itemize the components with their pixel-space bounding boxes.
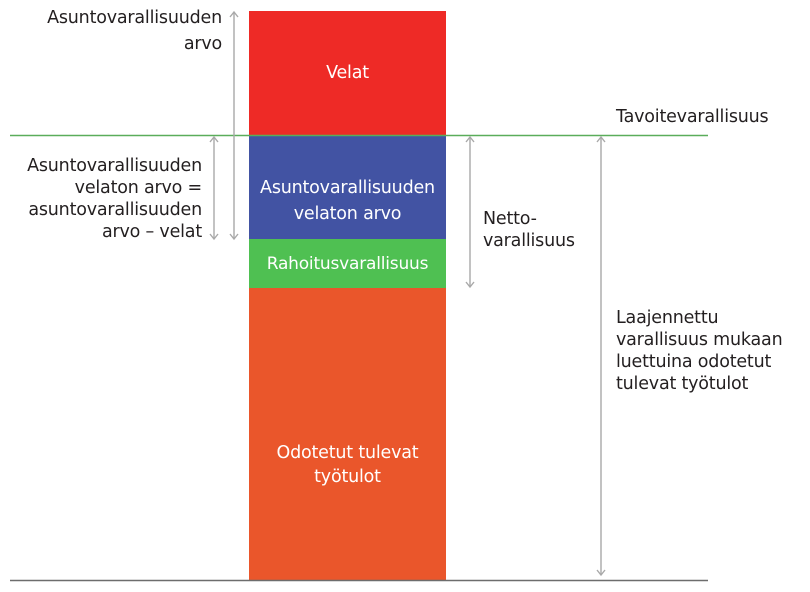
segment-velat-label: Velat: [326, 63, 369, 83]
segment-asunto-velaton-line1: Asuntovarallisuuden: [260, 177, 435, 198]
label-nettovarallisuus: [483, 208, 575, 252]
label-velaton-line2: velaton arvo =: [74, 178, 202, 198]
label-tavoitevarallisuus: Tavoitevarallisuus: [616, 107, 769, 127]
arrow-netto: [466, 137, 474, 287]
label-velaton-line3: asuntovarallisuuden: [28, 200, 202, 220]
label-laajennettu-line3: luettuina odotetut: [616, 352, 772, 372]
arrow-asunto-arvo: [230, 12, 238, 239]
label-laajennettu: [616, 307, 782, 395]
label-velaton-arvo: [0, 155, 202, 243]
label-laajennettu-line2: varallisuus mukaan: [616, 330, 783, 350]
segment-tyotulot-line2: työtulot: [314, 467, 381, 487]
arrow-laajennettu: [597, 137, 605, 575]
label-netto-line2: varallisuus: [483, 231, 575, 251]
segment-tyotulot-line1: Odotetut tulevat: [276, 443, 419, 463]
label-asunto-arvo-line2: arvo: [183, 34, 222, 54]
segment-asunto-velaton-line2: velaton arvo: [293, 203, 402, 224]
label-asunto-arvo-line1: Asuntovarallisuuden: [47, 8, 222, 28]
label-velaton-line1: Asuntovarallisuuden: [27, 156, 202, 176]
label-asunto-arvo: [0, 7, 222, 55]
label-velaton-line4: arvo – velat: [101, 222, 202, 242]
label-netto-line1: Netto-: [483, 209, 537, 229]
label-laajennettu-line1: Laajennettu: [616, 308, 719, 328]
arrow-velaton-arvo: [210, 137, 218, 239]
label-laajennettu-line4: tulevat työtulot: [616, 374, 749, 394]
segment-rahoitus-label: Rahoitusvarallisuus: [266, 253, 429, 274]
